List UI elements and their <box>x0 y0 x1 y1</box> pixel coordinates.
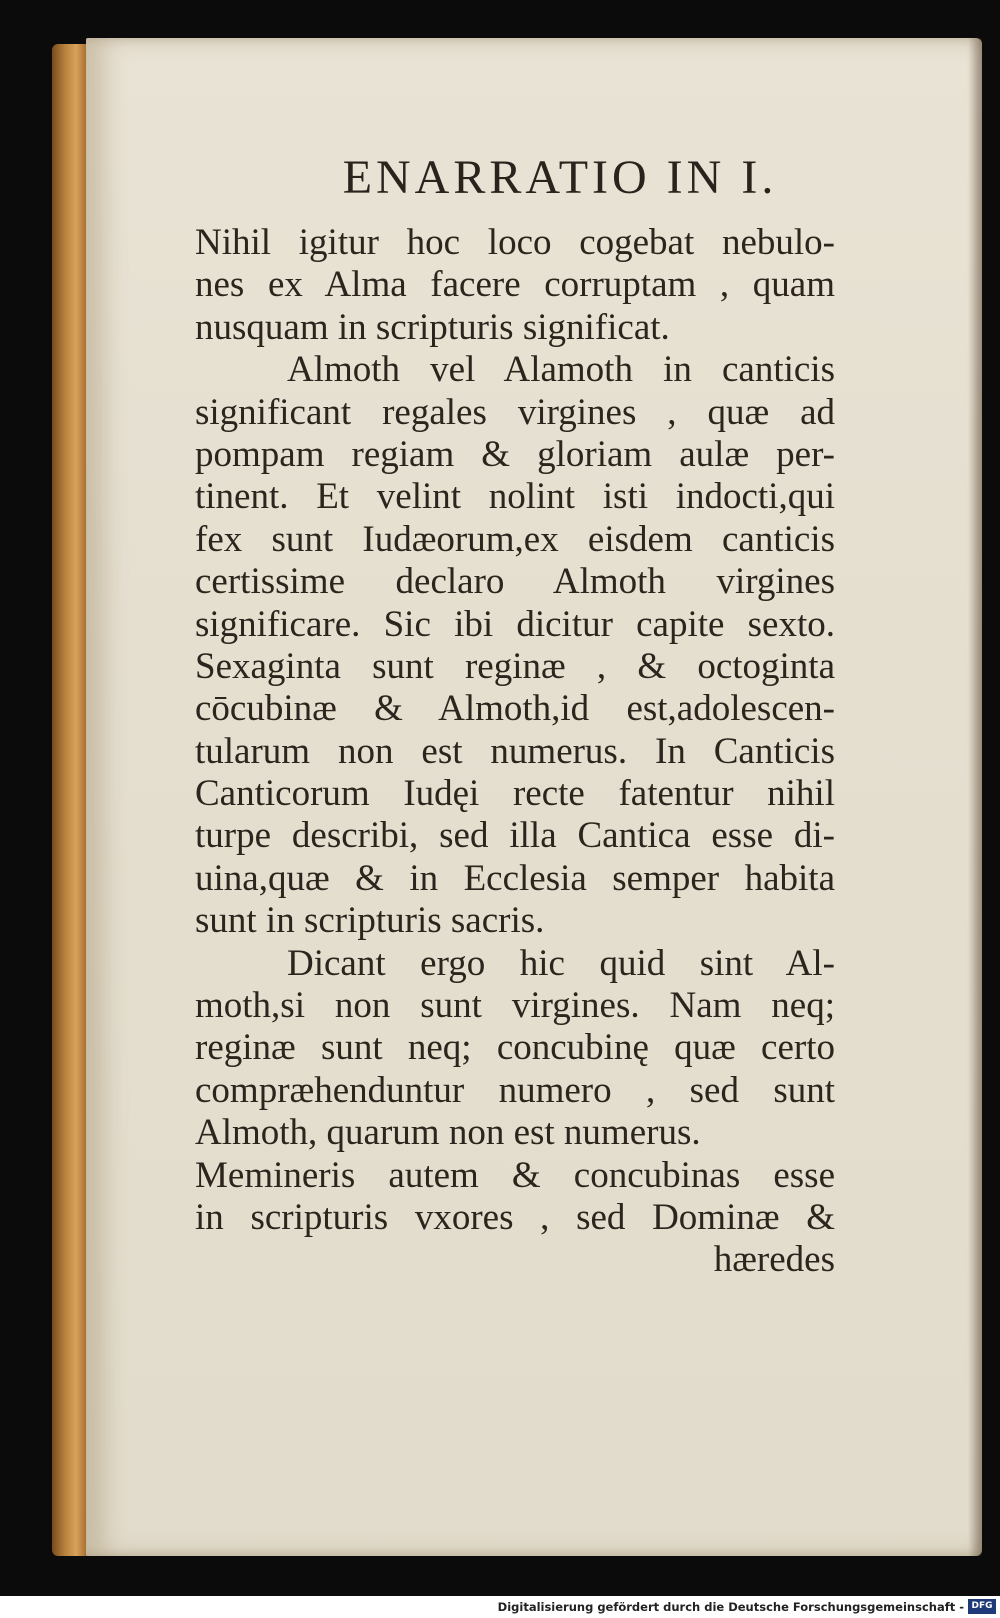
text-line: Nihil igitur hoc loco cogebat nebulo- <box>195 222 835 263</box>
text-line: Canticorum Iudęi recte fatentur nihil <box>195 773 835 815</box>
text-line: tularum non est numerus. In Canticis <box>195 730 835 772</box>
text-line: compræhenduntur numero , sed sunt <box>195 1069 835 1111</box>
text-line: moth,si non sunt virgines. Nam neq; <box>195 985 835 1027</box>
text-line: fex sunt Iudæorum,ex eisdem canticis <box>195 518 835 560</box>
text-line: Almoth vel Alamoth in canticis <box>287 349 835 391</box>
running-head: ENARRATIO IN I. <box>342 151 778 204</box>
text-line: significare. Sic ibi dicitur capite sexto. <box>195 603 835 645</box>
text-line: reginæ sunt neq; concubinę quæ certo <box>195 1027 835 1069</box>
text-line: uina,quæ & in Ecclesia semper habita <box>195 857 835 899</box>
funding-notice: Digitalisierung gefördert durch die Deutsche Forschungsgemeinschaft - <box>497 1600 964 1614</box>
text-line: Sexaginta sunt reginæ , & octoginta <box>195 645 835 687</box>
text-line: significant regales virgines , quæ ad <box>195 391 835 433</box>
text-line: Memineris autem & concubinas esse <box>195 1154 835 1196</box>
body-text <box>195 222 835 1282</box>
digitization-footer <box>0 1596 1000 1618</box>
text-line: Almoth, quarum non est numerus. <box>195 1112 701 1154</box>
binding-shadow <box>968 38 982 1556</box>
text-line: pompam regiam & gloriam aulæ per- <box>195 433 835 475</box>
text-line: certissime declaro Almoth virgines <box>195 561 835 603</box>
text-line: nusquam in scripturis significat. <box>195 306 670 348</box>
text-line: in scripturis vxores , sed Dominæ & <box>195 1196 835 1238</box>
text-line: tinent. Et velint nolint isti indocti,qui <box>195 476 835 518</box>
text-line: cōcubinæ & Almoth,id est,adolescen- <box>195 688 835 730</box>
text-line: Dicant ergo hic quid sint Al- <box>287 942 835 984</box>
text-line: nes ex Alma facere corruptam , quam <box>195 264 835 306</box>
text-line: sunt in scripturis sacris. <box>195 900 545 942</box>
text-line: turpe describi, sed illa Cantica esse di- <box>195 815 835 857</box>
catchword: hæredes <box>713 1239 835 1281</box>
dfg-logo: DFG <box>968 1599 996 1614</box>
